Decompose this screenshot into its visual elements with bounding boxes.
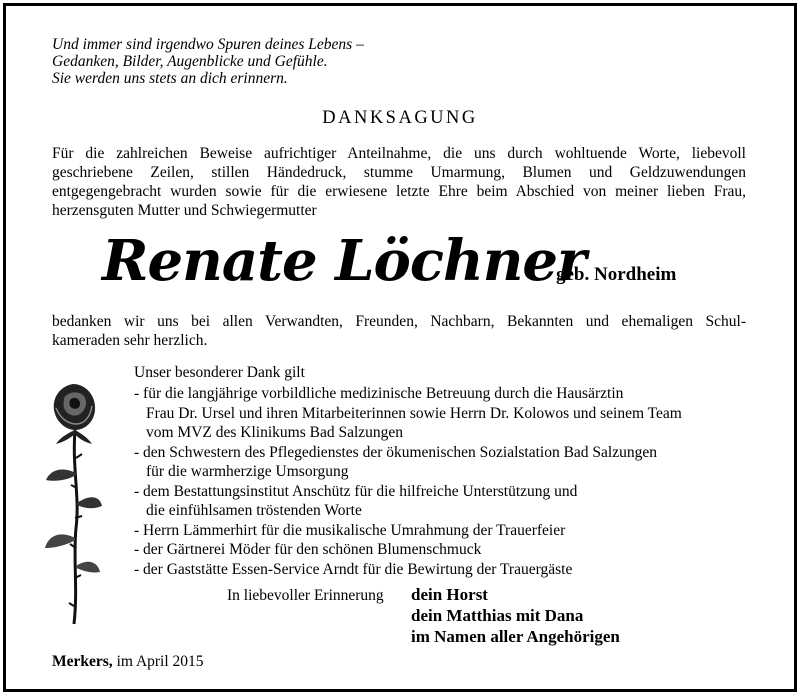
- closing-phrase: In liebevoller Erinnerung: [227, 587, 384, 604]
- list-item-continuation: für die warmherzige Umsorgung: [146, 463, 349, 480]
- list-item: - für die langjährige vorbildliche medizinische Betreuung durch die Hausärztin: [134, 385, 624, 402]
- poem-line: Und immer sind irgendwo Spuren deines Lebens –: [52, 36, 364, 53]
- special-thanks-intro: Unser besonderer Dank gilt: [134, 364, 305, 381]
- obituary-notice: [3, 3, 797, 692]
- list-item-continuation: Frau Dr. Ursel und ihren Mitarbeiterinnen sowie Herrn Dr. Kolowos und seinem Team: [146, 404, 682, 422]
- notice-heading: DANKSAGUNG: [322, 108, 478, 128]
- rose-icon: [42, 378, 104, 628]
- place-name: Merkers,: [52, 653, 113, 670]
- signer: dein Horst: [411, 585, 488, 604]
- deceased-name: Renate Löchner: [102, 228, 586, 294]
- intro-line: Für die zahlreichen Beweise aufrichtiger Anteilnahme, die uns durch wohltuende Worte, liebevoll: [52, 145, 746, 162]
- signer: im Namen aller Angehörigen: [411, 627, 620, 646]
- notice-date: im April 2015: [116, 653, 204, 670]
- signer: dein Matthias mit Dana: [411, 606, 584, 625]
- list-item-continuation: vom MVZ des Klinikums Bad Salzungen: [146, 424, 404, 441]
- maiden-name: geb. Nordheim: [556, 264, 677, 285]
- special-thanks-list: [134, 384, 682, 579]
- list-item: - dem Bestattungsinstitut Anschütz für die hilfreiche Unterstützung und: [134, 482, 578, 500]
- thanks-line: bedanken wir uns bei allen Verwandten, Freunden, Nachbarn, Bekannten und ehemaligen Schul-: [52, 313, 746, 330]
- poem-line: Sie werden uns stets an dich erinnern.: [52, 70, 288, 87]
- intro-line: geschriebene Zeilen, stillen Händedruck, stumme Umarmung, Blumen und Geldzuwendungen: [52, 164, 746, 181]
- memorial-poem: [52, 36, 364, 87]
- list-item: - den Schwestern des Pflegedienstes der ökumenischen Sozialstation Bad Salzungen: [134, 443, 657, 461]
- intro-line: herzensguten Mutter und Schwiegermutter: [52, 202, 317, 219]
- list-item: - Herrn Lämmerhirt für die musikalische Umrahmung der Trauerfeier: [134, 521, 566, 539]
- signers-block: [411, 584, 620, 647]
- intro-paragraph: [52, 144, 746, 220]
- list-item: - der Gärtnerei Möder für den schönen Blumenschmuck: [134, 541, 482, 558]
- list-item-continuation: die einfühlsamen tröstenden Worte: [146, 502, 362, 519]
- place-date: [52, 653, 204, 671]
- list-item: - der Gaststätte Essen-Service Arndt für die Bewirtung der Trauergäste: [134, 560, 573, 578]
- poem-line: Gedanken, Bilder, Augenblicke und Gefühle.: [52, 53, 328, 70]
- thanks-line: kameraden sehr herzlich.: [52, 332, 208, 349]
- thanks-paragraph: [52, 312, 746, 350]
- intro-line: entgegengebracht wurden sowie für die erwiesene letzte Ehre beim Abschied von meiner lieben Frau,: [52, 183, 746, 200]
